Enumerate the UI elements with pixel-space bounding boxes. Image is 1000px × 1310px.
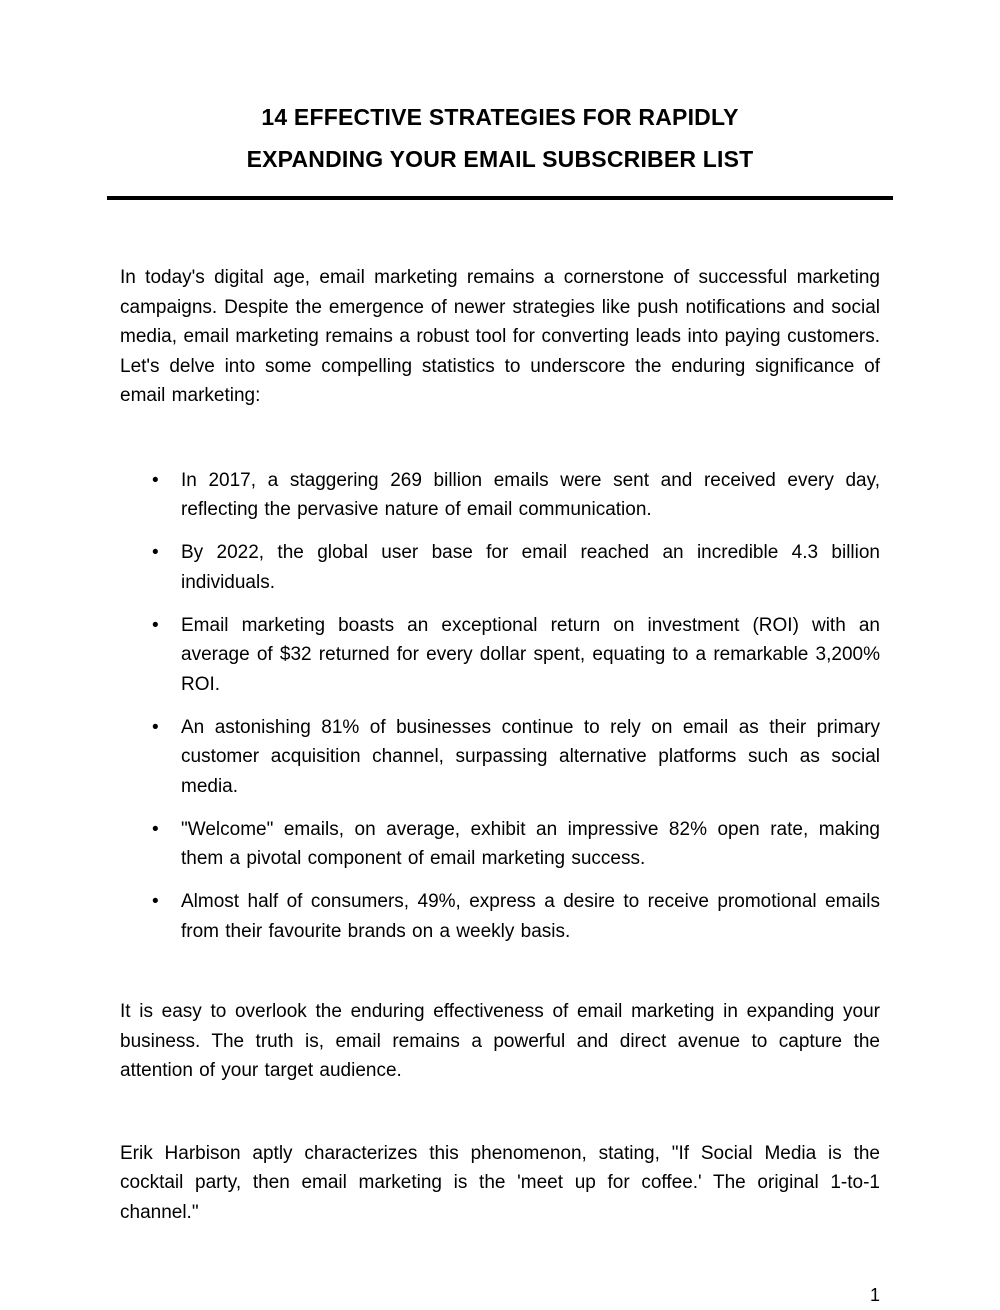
bullet-icon: • — [152, 469, 159, 491]
intro-paragraph: In today's digital age, email marketing remains a cornerstone of successful marketing campaigns. Despite the emergence of newer strategies like push notifications and social media, email marketing remains a robust tool for converting leads into paying customers. Let's delve into some compelling statistics to underscore the enduring significance of email marketing: — [120, 267, 880, 406]
list-item-text: Email marketing boasts an exceptional return on investment (ROI) with an average of $32 returned for every dollar spent, equating to a remarkable 3,200% ROI. — [181, 614, 880, 695]
list-item — [152, 713, 880, 802]
list-item — [152, 887, 880, 946]
title-divider-rule — [107, 196, 893, 200]
page-number: 1 — [869, 1285, 880, 1305]
bullet-icon: • — [152, 542, 159, 563]
list-item — [152, 466, 880, 525]
bullet-icon: • — [152, 716, 159, 738]
page-title-line-2: EXPANDING YOUR EMAIL SUBSCRIBER LIST — [246, 146, 754, 172]
bullet-icon: • — [152, 891, 159, 912]
list-item-text: An astonishing 81% of businesses continue to rely on email as their primary customer acquisition channel, surpassing alternative platforms such as social media. — [181, 716, 880, 797]
bullet-icon: • — [152, 818, 159, 840]
list-item-text: By 2022, the global user base for email reached an incredible 4.3 billion individuals. — [181, 542, 880, 593]
list-item-text: In 2017, a staggering 269 billion emails were sent and received every day, reflecting the pervasive nature of email communication. — [181, 469, 880, 520]
page-title — [120, 96, 880, 180]
effectiveness-paragraph: It is easy to overlook the enduring effectiveness of email marketing in expanding your business. The truth is, email remains a powerful and direct avenue to capture the attention of your target audience. — [120, 1001, 880, 1081]
list-item — [152, 611, 880, 700]
statistics-bullet-list — [120, 466, 880, 947]
list-item — [152, 538, 880, 597]
list-item-text: Almost half of consumers, 49%, express a desire to receive promotional emails from their favourite brands on a weekly basis. — [181, 891, 880, 942]
bullet-icon: • — [152, 614, 159, 636]
list-item-text: "Welcome" emails, on average, exhibit an impressive 82% open rate, making them a pivotal component of email marketing success. — [181, 818, 880, 869]
list-item — [152, 815, 880, 874]
quote-paragraph: Erik Harbison aptly characterizes this phenomenon, stating, "If Social Media is the cocktail party, then email marketing is the 'meet up for coffee.' The original 1-to-1 channel." — [120, 1142, 880, 1223]
page-title-line-1: 14 EFFECTIVE STRATEGIES FOR RAPIDLY — [261, 104, 739, 130]
